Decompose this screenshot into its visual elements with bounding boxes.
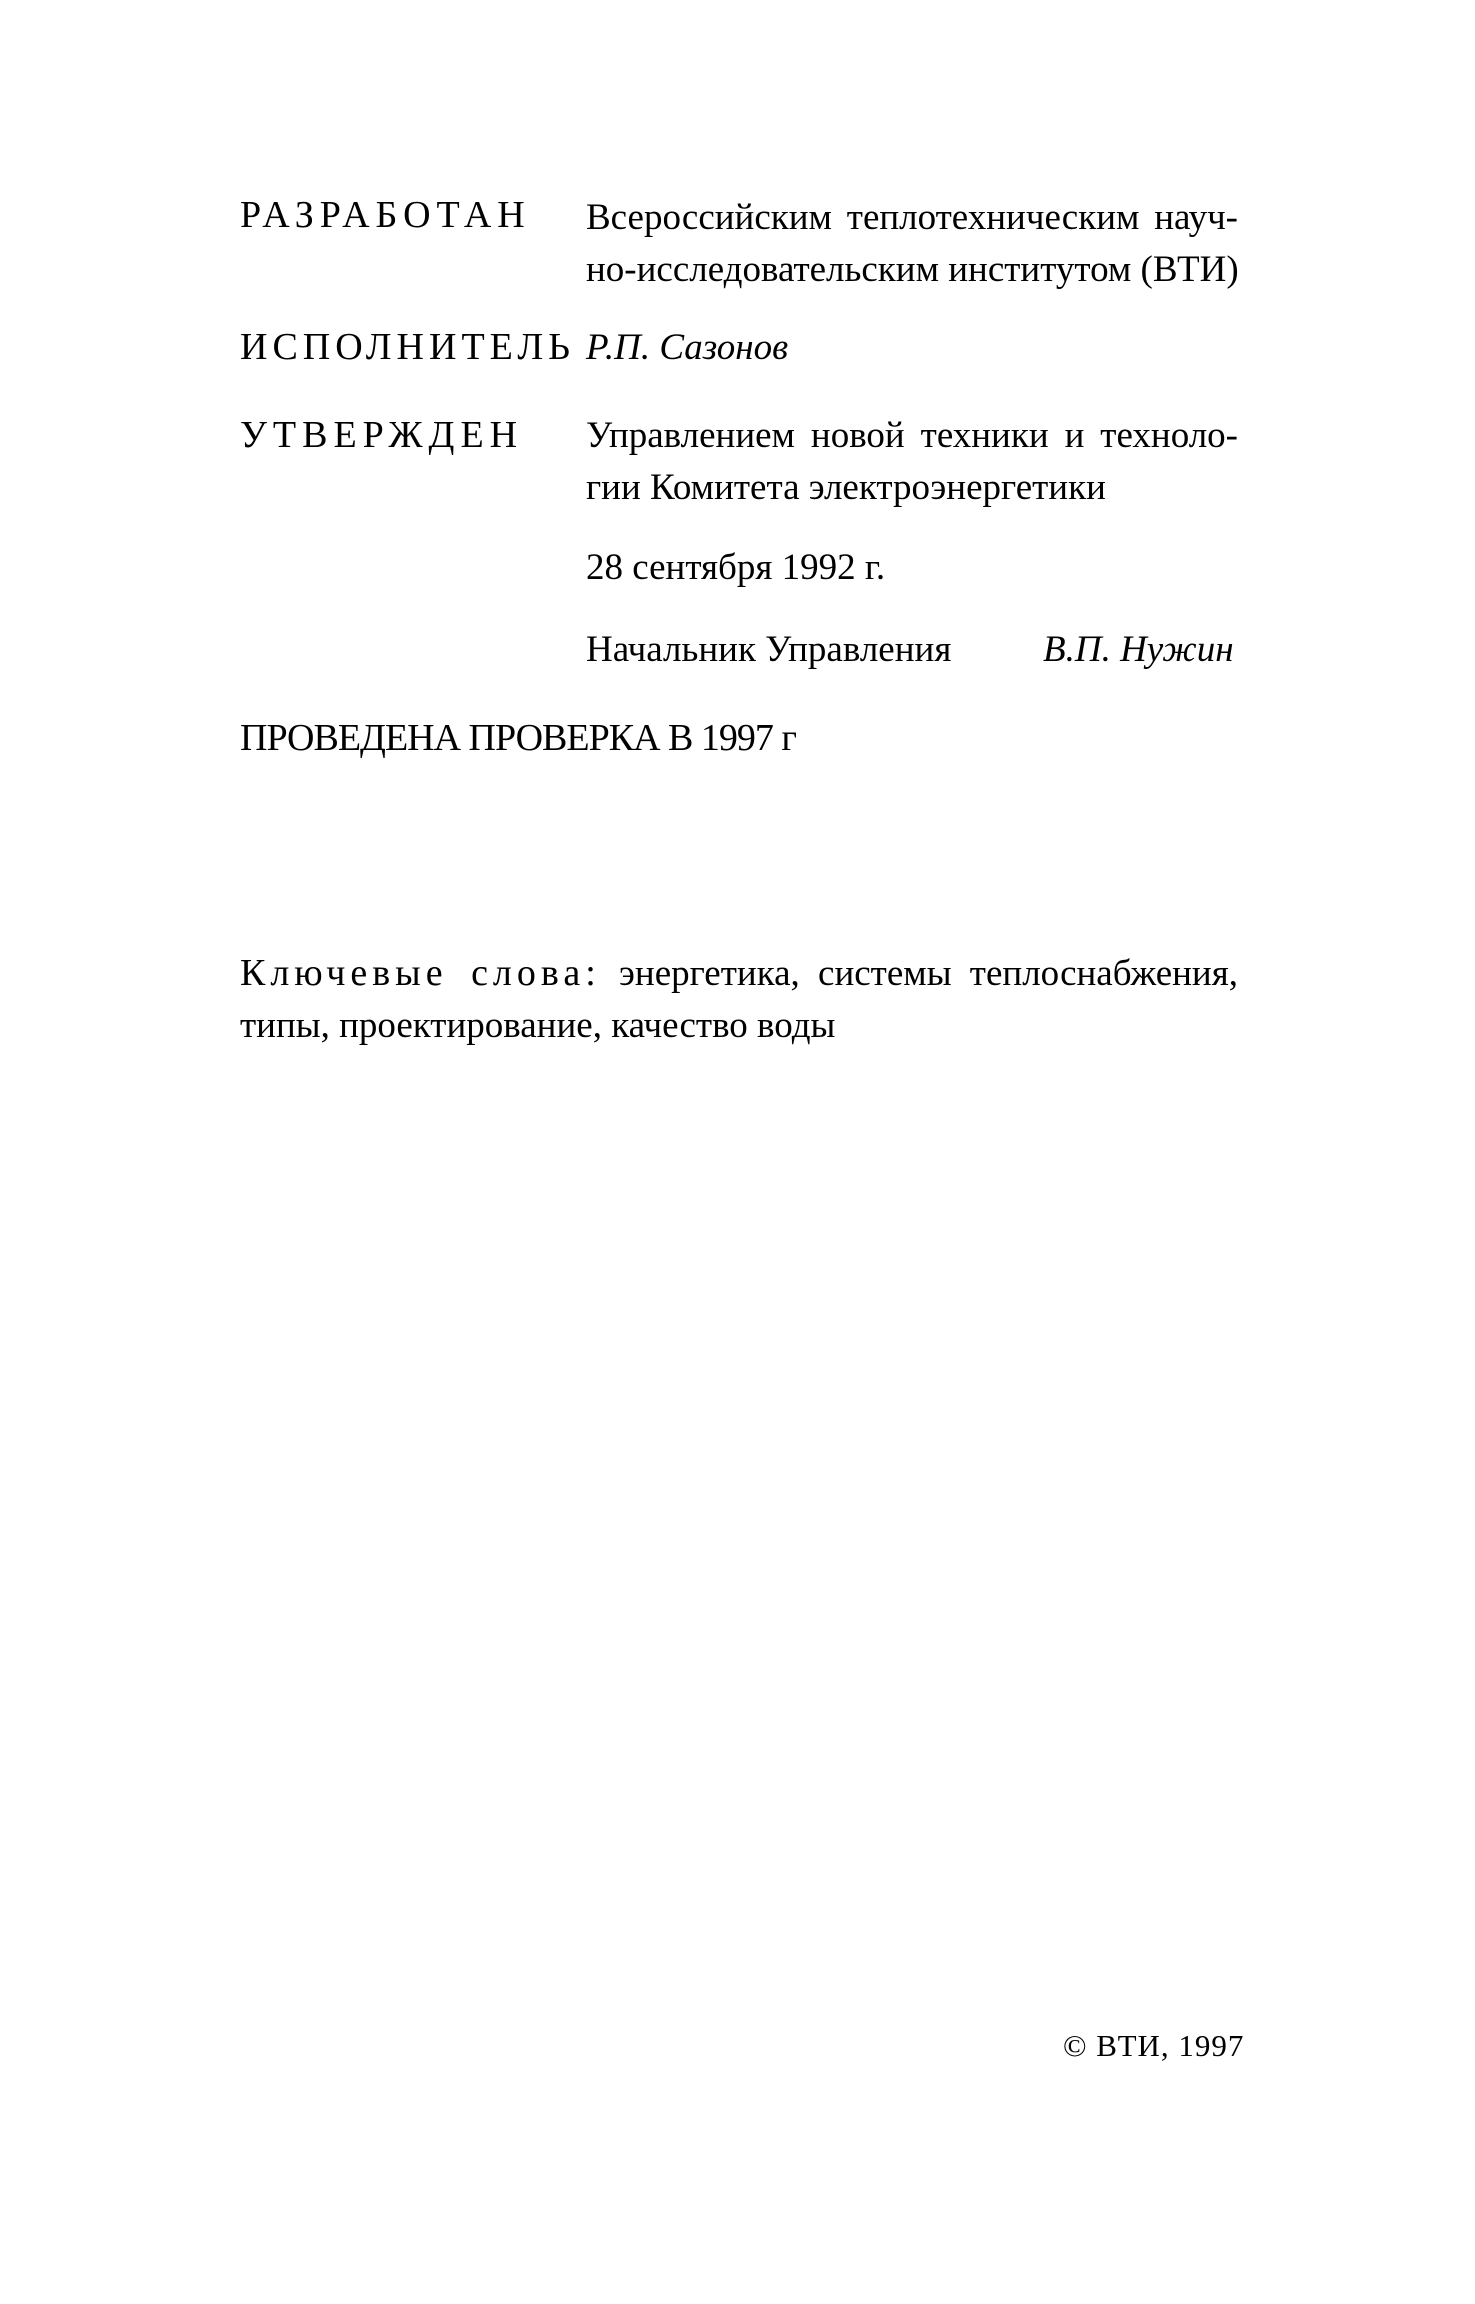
keywords-list-1: энергетика, системы теплоснабжения,	[619, 953, 1238, 994]
developed-by-text	[586, 192, 1239, 296]
approved-label: УТВЕРЖДЕН	[240, 414, 524, 456]
approved-line-1: Управлением новой техники и техноло-	[586, 415, 1238, 456]
developed-line-2: но-исследовательским институтом (ВТИ)	[586, 249, 1239, 290]
review-note: ПРОВЕДЕНА ПРОВЕРКА В 1997 г	[240, 717, 796, 759]
approval-date: 28 сентября 1992 г.	[586, 547, 886, 588]
developed-label: РАЗРАБОТАН	[240, 194, 531, 236]
keywords-label: Ключевые слова:	[240, 952, 601, 994]
executor-name: Р.П. Сазонов	[586, 327, 789, 368]
keywords-line-2: типы, проектирование, качество воды	[240, 1005, 836, 1046]
keywords-line-1	[240, 947, 1238, 1000]
approved-line-2: гии Комитета электроэнергетики	[586, 467, 1106, 508]
developed-line-1: Всероссийским теплотехническим науч-	[586, 197, 1238, 238]
keywords-block	[240, 947, 1238, 1052]
approved-by-text	[586, 410, 1238, 514]
copyright-notice: © ВТИ, 1997	[1063, 2028, 1245, 2063]
head-title: Начальник Управления	[586, 629, 952, 670]
executor-label: ИСПОЛНИТЕЛЬ	[240, 326, 575, 368]
head-signatory-name: В.П. Нужин	[1043, 629, 1234, 670]
